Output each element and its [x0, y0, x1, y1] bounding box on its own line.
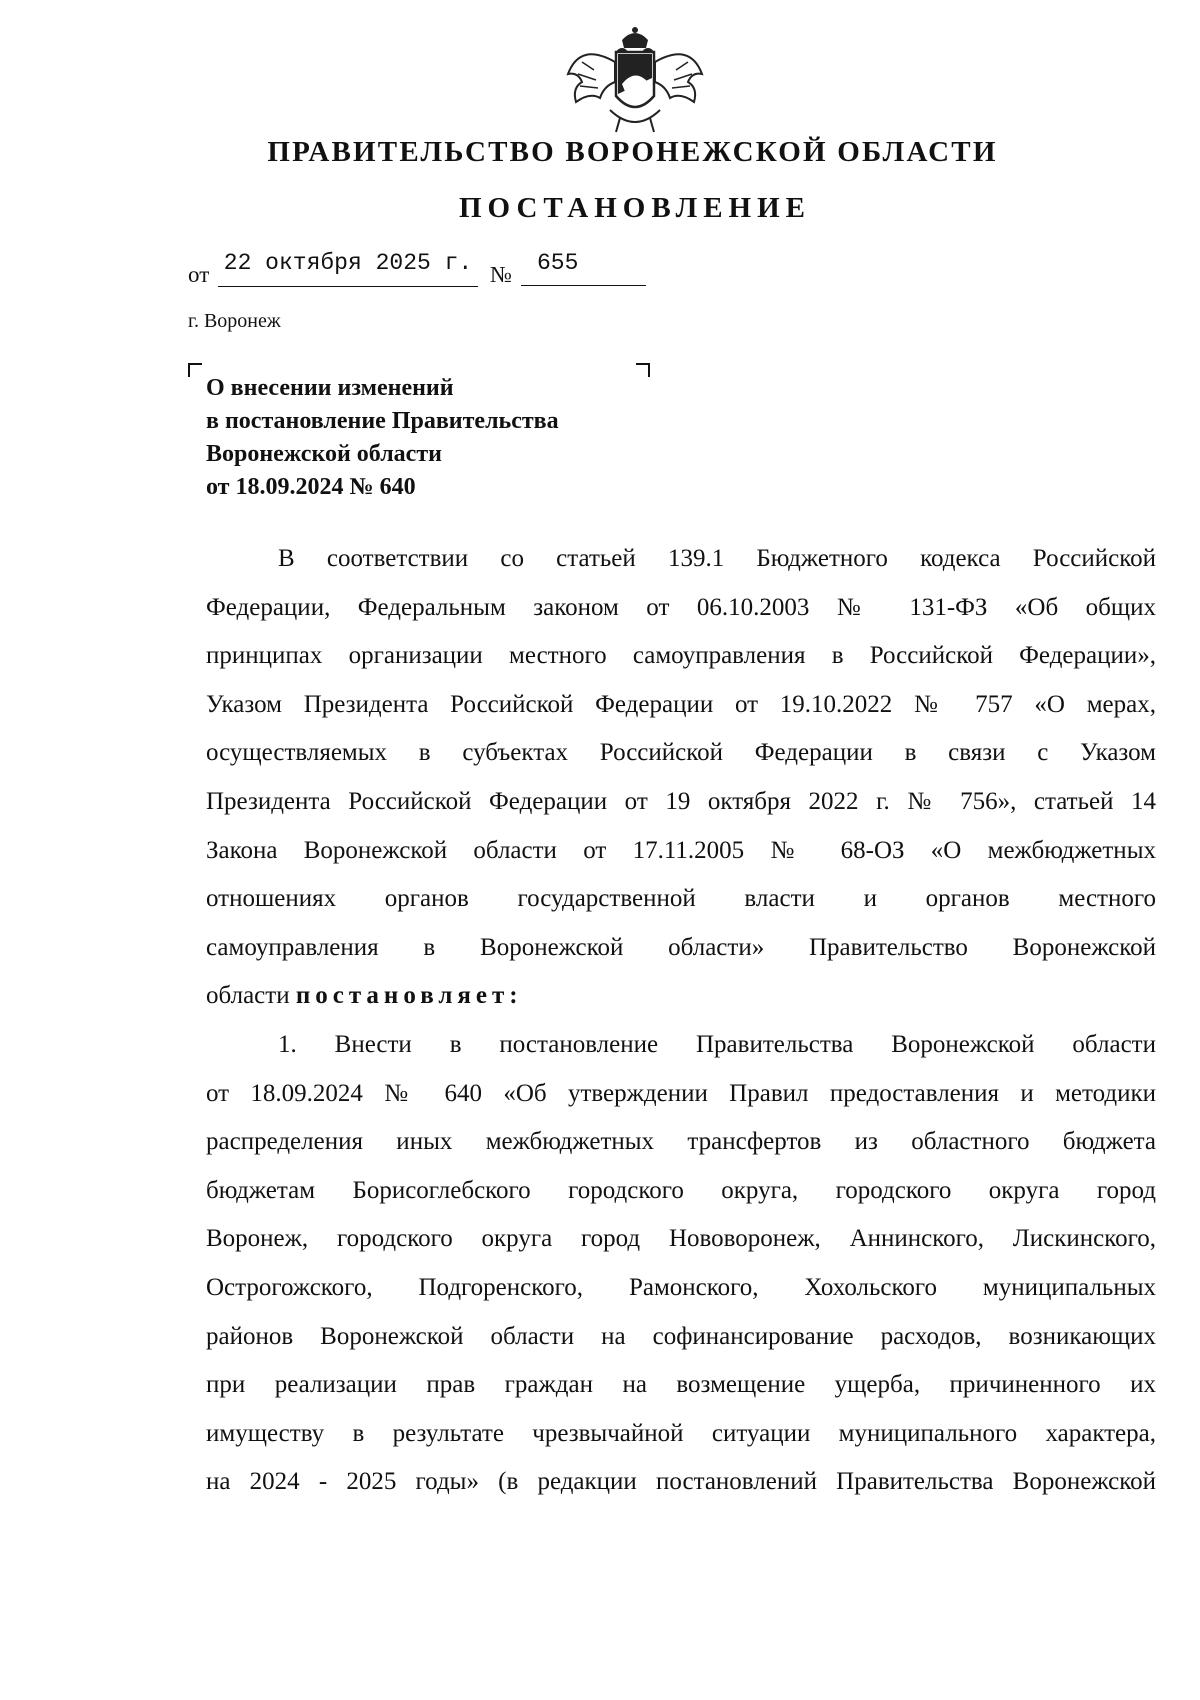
- preamble-last-word: области: [206, 982, 290, 1010]
- subject-line: от 18.09.2024 № 640: [206, 474, 416, 500]
- paragraph-line: Острогожского, Подгоренского, Рамонского, Хохольского муниципальных: [206, 1273, 1156, 1301]
- preamble-closing-line: [206, 972, 1156, 1021]
- preamble-line: Федерации, Федеральным законом от 06.10.2003 № 131-ФЗ «Об общих: [206, 593, 1156, 621]
- paragraph-line: на 2024 - 2025 годы» (в редакции постановлений Правительства Воронежской: [206, 1468, 1156, 1496]
- paragraph-line: районов Воронежской области на софинансирование расходов, возникающих: [206, 1322, 1156, 1350]
- city-label: г. Воронеж: [188, 310, 281, 332]
- document-subject: [206, 372, 559, 504]
- paragraph-line: Воронеж, городского округа город Нововоронеж, Аннинского, Лискинского,: [206, 1225, 1156, 1253]
- subject-line: в постановление Правительства: [206, 408, 559, 434]
- preamble-line: осуществляемых в субъектах Российской Федерации в связи с Указом: [206, 739, 1156, 767]
- date-prefix: от: [188, 262, 210, 287]
- organization-title: ПРАВИТЕЛЬСТВО ВОРОНЕЖСКОЙ ОБЛАСТИ: [267, 136, 998, 168]
- paragraph-line: от 18.09.2024 № 640 «Об утверждении Правил предоставления и методики: [206, 1079, 1156, 1107]
- number-sign: №: [490, 262, 512, 287]
- paragraph-line: распределения иных межбюджетных трансфертов из областного бюджета: [206, 1128, 1156, 1156]
- subject-corner-right: [636, 363, 650, 377]
- paragraph-line: при реализации прав граждан на возмещение ущерба, причиненного их: [206, 1371, 1156, 1399]
- date-number-line: [188, 250, 648, 290]
- preamble-line: Указом Президента Российской Федерации от 19.10.2022 № 757 «О мерах,: [206, 690, 1156, 718]
- resolves-word: постановляет:: [295, 982, 523, 1010]
- document-type-title: ПОСТАНОВЛЕНИЕ: [458, 192, 811, 224]
- coat-of-arms-icon: [560, 22, 710, 140]
- document-number: 655: [521, 250, 646, 286]
- preamble-line: отношениях органов государственной власти и органов местного: [206, 885, 1156, 913]
- preamble-line: В соответствии со статьей 139.1 Бюджетного кодекса Российской: [278, 545, 1156, 572]
- preamble-line: принципах организации местного самоуправления в Российской Федерации»,: [206, 642, 1156, 670]
- subject-line: О внесении изменений: [206, 375, 454, 401]
- subject-corner-left: [188, 363, 202, 377]
- preamble-line: самоуправления в Воронежской области» Правительство Воронежской: [206, 933, 1156, 961]
- paragraph-line: имуществу в результате чрезвычайной ситуации муниципального характера,: [206, 1419, 1156, 1447]
- paragraph-line: 1. Внести в постановление Правительства Воронежской области: [278, 1030, 1156, 1058]
- paragraph-line: бюджетам Борисоглебского городского округа, городского округа город: [206, 1176, 1156, 1204]
- document-body: [206, 535, 1156, 1507]
- subject-line: Воронежской области: [206, 441, 442, 467]
- document-date: 22 октября 2025 г.: [218, 250, 478, 287]
- preamble-line: Президента Российской Федерации от 19 октября 2022 г. № 756», статьей 14: [206, 787, 1156, 815]
- preamble-line: Закона Воронежской области от 17.11.2005 № 68-ОЗ «О межбюджетных: [206, 836, 1156, 864]
